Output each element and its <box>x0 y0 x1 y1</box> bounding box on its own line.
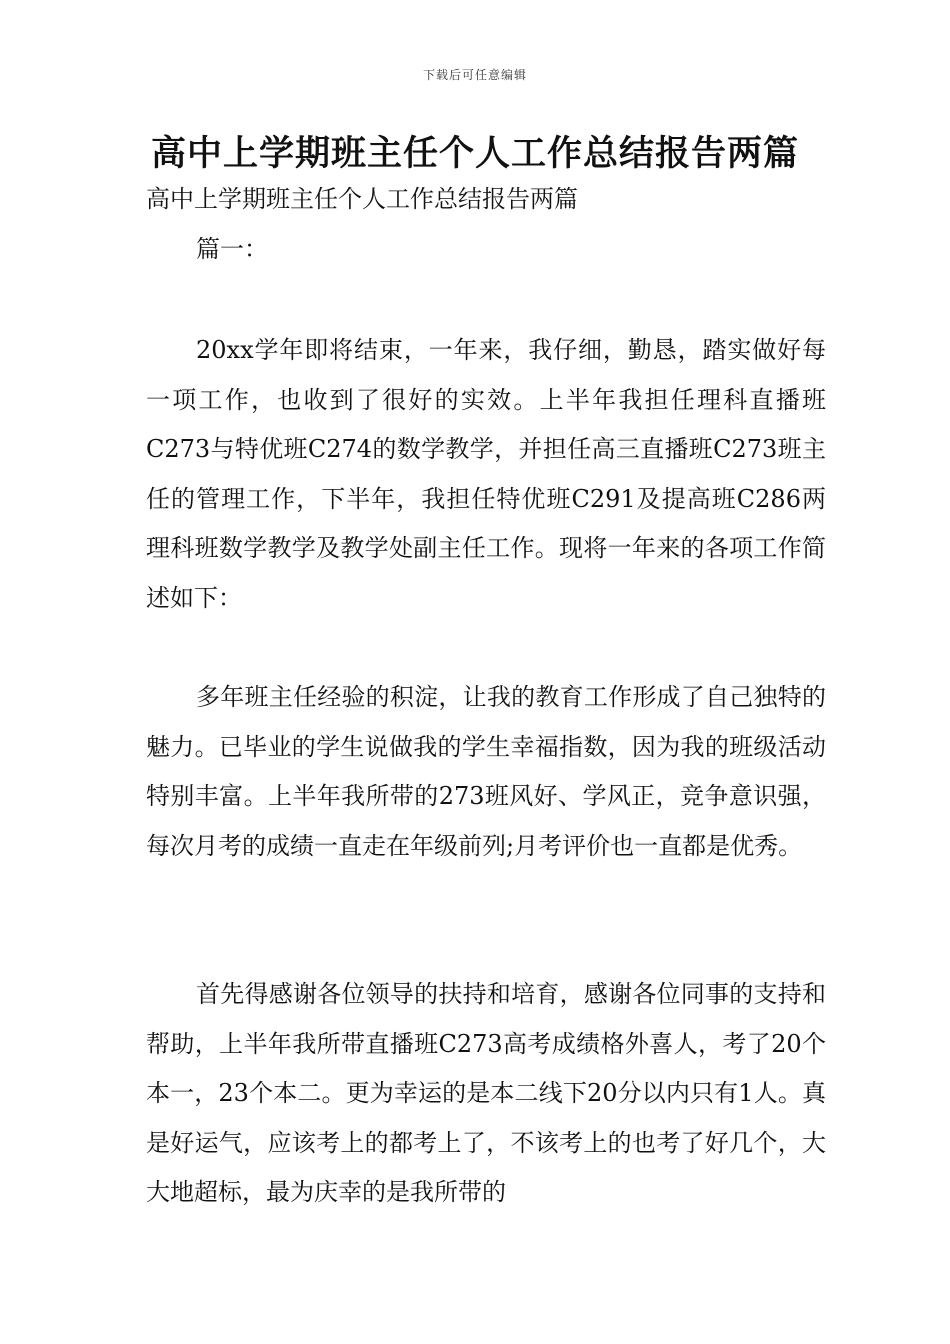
part-label: 篇一： <box>196 235 268 263</box>
body-paragraph: 20xx学年即将结束，一年来，我仔细，勤恳，踏实做好每一项工作，也收到了很好的实效。上半年我担任理科直播班C273与特优班C274的数学教学，并担任高三直播班C273班主任的管理工作，下半年，我担任特优班C291及提高班C286两理科班数学教学及教学处副主任工作。现将一年来的各项工作简述如下： <box>146 336 826 612</box>
header-note: 下载后可任意编辑 <box>422 68 527 82</box>
document-subtitle: 高中上学期班主任个人工作总结报告两篇 <box>146 185 578 213</box>
body-paragraph: 多年班主任经验的积淀，让我的教育工作形成了自己独特的魅力。已毕业的学生说做我的学生幸福指数，因为我的班级活动特别丰富。上半年我所带的273班风好、学风正，竞争意识强，每次月考的成绩一直走在年级前列;月考评价也一直都是优秀。 <box>146 683 826 860</box>
body-paragraph: 首先得感谢各位领导的扶持和培育，感谢各位同事的支持和帮助，上半年我所带直播班C273高考成绩格外喜人，考了20个本一，23个本二。更为幸运的是本二线下20分以内只有1人。真是好运气，应该考上的都考上了，不该考上的也考了好几个，大大地超标，最为庆幸的是我所带的 <box>146 980 826 1206</box>
document-title: 高中上学期班主任个人工作总结报告两篇 <box>150 134 799 174</box>
